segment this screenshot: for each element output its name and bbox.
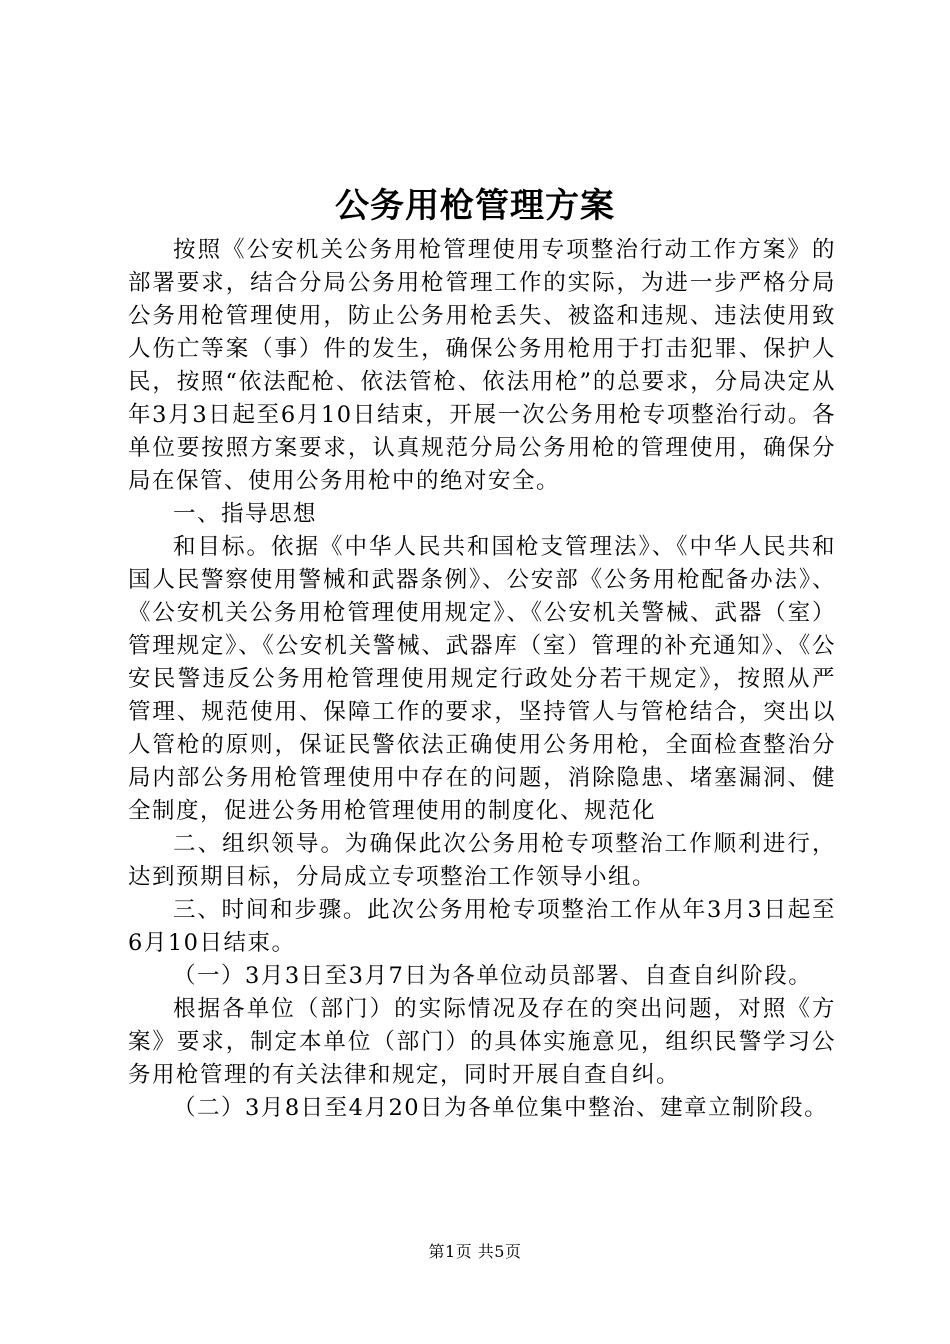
stage-one-paragraph: 根据各单位（部门）的实际情况及存在的突出问题，对照《方案》要求，制定本单位（部门）的具体实施意见，组织民警学习公务用枪管理的有关法律和规定，同时开展自查自纠。 <box>128 996 836 1088</box>
time-steps-paragraph: 三、时间和步骤。此次公务用枪专项整治工作从年3月3日起至6月10日结束。 <box>128 897 836 956</box>
guiding-ideology-paragraph: 和目标。依据《中华人民共和国枪支管理法》、《中华人民共和国人民警察使用警械和武器条例》、公安部《公务用枪配备办法》、《公安机关公务用枪管理使用规定》、《公安机关警械、武器（室）管理规定》、《公安机关警械、武器库（室）管理的补充通知》、《公安民警违反公务用枪管理使用规定行政处分若干规定》，按照从严管理、规范使用、保障工作的要求，坚持管人与管枪结合，突出以人管枪的原则，保证民警依法正确使用公务用枪，全面检查整治分局内部公务用枪管理使用中存在的问题，消除隐患、堵塞漏洞、健全制度，促进公务用枪管理使用的制度化、规范化 <box>128 534 836 824</box>
section-heading-guiding-ideology: 一、指导思想 <box>173 501 318 527</box>
page-number: 第1页 共5页 <box>428 1242 522 1261</box>
organization-leadership-paragraph: 二、组织领导。为确保此次公务用枪专项整治工作顺利进行，达到预期目标，分局成立专项整治工作领导小组。 <box>128 831 836 890</box>
stage-two-heading: （二）3月8日至4月20日为各单位集中整治、建章立制阶段。 <box>173 1095 829 1121</box>
document-body <box>128 234 836 1125</box>
stage-one-heading: （一）3月3日至3月7日为各单位动员部署、自查自纠阶段。 <box>173 963 813 989</box>
intro-paragraph: 按照《公安机关公务用枪管理使用专项整治行动工作方案》的部署要求，结合分局公务用枪管理工作的实际，为进一步严格分局公务用枪管理使用，防止公务用枪丢失、被盗和违规、违法使用致人伤亡等案（事）件的发生，确保公务用枪用于打击犯罪、保护人民，按照“依法配枪、依法管枪、依法用枪”的总要求，分局决定从年3月3日起至6月10日结束，开展一次公务用枪专项整治行动。各单位要按照方案要求，认真规范分局公务用枪的管理使用，确保分局在保管、使用公务用枪中的绝对安全。 <box>128 237 836 494</box>
document-title: 公务用枪管理方案 <box>335 186 615 226</box>
